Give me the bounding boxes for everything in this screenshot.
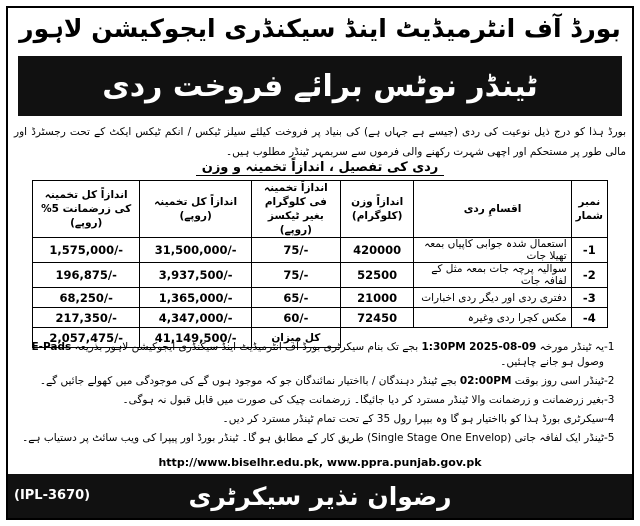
condition-text <box>20 431 604 446</box>
condition-text-part: ٹینڈر اسی روز بوقت <box>514 375 604 387</box>
total-estimate: 41,149,500/- <box>140 328 251 348</box>
row-estimate: 3,937,500/- <box>140 263 251 288</box>
condition-text: سیکرٹری بورڈ ہذا کو بااختیار ہو گا وہ بیپرا رول 35 کے تحت تمام ٹینڈر مسترد کر دیں۔ <box>222 413 604 425</box>
header-quantity: اندازاً وزن (کلوگرام) <box>340 181 414 238</box>
condition-text-part: ٹینڈر ایک لفافہ جاتی <box>514 432 604 444</box>
condition-number: -1 <box>604 341 615 353</box>
condition-text-part: بجے ٹینڈر دہندگان / بااختیار نمائندگان جو کہ موجود ہوں گے کی موجودگی میں کھولے جائیں گے۔ <box>39 375 457 387</box>
row-serial: -3 <box>571 288 607 308</box>
ipl-number: (IPL-3670) <box>14 488 91 503</box>
row-serial: -1 <box>571 238 607 263</box>
website-links[interactable]: http://www.biselhr.edu.pk, www.ppra.punjab.gov.pk <box>158 456 482 469</box>
row-quantity: 420000 <box>340 238 414 263</box>
row-earnest: 68,250/- <box>33 288 140 308</box>
table-header-row <box>33 181 608 238</box>
scrap-details-table <box>32 180 608 348</box>
row-estimate: 4,347,000/- <box>140 308 251 328</box>
condition-text <box>20 340 604 370</box>
row-item: مکس کچرا ردی وغیرہ <box>414 308 571 328</box>
submission-date: 09-08-2025 <box>469 341 537 353</box>
condition-item <box>20 374 624 389</box>
notice-title: ٹینڈر نوٹس برائے فروخت ردی <box>102 68 538 104</box>
header-rate: اندازاً تخمینہ فی کلوگرام بغیر ٹیکسز (روپے) <box>251 181 340 238</box>
header-estimate: اندازاً کل تخمینہ (روپے) <box>140 181 251 238</box>
header-earnest: اندازاً کل تخمینہ کی زرضمانت 5% (روپے) <box>33 181 140 238</box>
row-quantity: 21000 <box>340 288 414 308</box>
row-item: استعمال شدہ جوابی کاپیاں بمعہ تھیلا جات <box>414 238 571 263</box>
condition-item <box>20 393 624 408</box>
row-estimate: 1,365,000/- <box>140 288 251 308</box>
table-heading-text: ردی کی تفصیل ، اندازاً تخمینہ و وزن <box>196 160 445 176</box>
table-heading <box>0 160 640 175</box>
condition-number: -3 <box>604 394 615 406</box>
row-rate: 75/- <box>251 238 340 263</box>
condition-number: -2 <box>604 375 615 387</box>
tender-conditions <box>20 340 624 450</box>
row-rate: 75/- <box>251 263 340 288</box>
condition-number: -5 <box>604 432 615 444</box>
table-row <box>33 263 608 288</box>
condition-text <box>20 374 604 389</box>
row-serial: -4 <box>571 308 607 328</box>
condition-text: بغیر زرضمانت و زرضمانت والا ٹینڈر مسترد کر دیا جائیگا۔ زرضمانت چیک کی صورت میں قابل قبول نہ ہوگی۔ <box>122 394 604 406</box>
condition-text-part: طریق کار کے مطابق ہو گا۔ ٹینڈر بورڈ اور پیپرا کی ویب سائٹ پر دستیاب ہے۔ <box>22 432 364 444</box>
table-row <box>33 238 608 263</box>
submission-time: 1:30PM <box>421 341 466 353</box>
condition-number: -4 <box>604 413 615 425</box>
table-row <box>33 288 608 308</box>
condition-item <box>20 412 624 427</box>
row-estimate: 31,500,000/- <box>140 238 251 263</box>
row-serial: -2 <box>571 263 607 288</box>
total-label: کل میزان <box>251 328 340 348</box>
condition-text-part: یہ ٹینڈر مورخہ <box>539 341 604 353</box>
board-name-heading: بورڈ آف انٹرمیڈیٹ اینڈ سیکنڈری ایجوکیشن لاہور <box>19 14 621 43</box>
row-rate: 60/- <box>251 308 340 328</box>
signatory-name: رضوان نذیر سیکرٹری <box>188 481 452 511</box>
condition-text-part: بجے تک بنام سیکرٹری بورڈ آف انٹرمیڈیٹ اینڈ سیکنڈری ایجوکیشن لاہور بذریعہ <box>74 341 419 353</box>
tender-method: (Single Stage One Envelop) <box>367 432 512 444</box>
row-quantity: 72450 <box>340 308 414 328</box>
intro-paragraph: بورڈ ہذا کو درج ذیل نوعیت کی ردی (جیسے ہے جہاں ہے) کی بنیاد پر فروخت کیلئے سیلز ٹیکس / انکم ٹیکس ایکٹ کے تحت رجسٹرڈ اور مالی طور پر مستحکم اور اچھی شہرت رکھنے والی فرموں سے سربمہر ٹینڈر مطلوب ہیں۔ <box>14 126 626 158</box>
row-rate: 65/- <box>251 288 340 308</box>
condition-item <box>20 340 624 370</box>
row-item: دفتری ردی اور دیگر ردی اخبارات <box>414 288 571 308</box>
row-item: سوالیہ پرچہ جات بمعہ مثل کے لفافہ جات <box>414 263 571 288</box>
epads-label: E-Pads <box>31 341 72 353</box>
total-earnest: 2,057,475/- <box>33 328 140 348</box>
notice-title-banner <box>18 56 622 116</box>
opening-time: 02:00PM <box>459 375 512 387</box>
table-row <box>33 308 608 328</box>
header-serial: نمبر شمار <box>571 181 607 238</box>
row-earnest: 217,350/- <box>33 308 140 328</box>
condition-text-part: وصول ہو جانے چاہئیں۔ <box>500 356 604 368</box>
condition-item <box>20 431 624 446</box>
header-item: اقسامِ ردی <box>414 181 571 238</box>
row-earnest: 196,875/- <box>33 263 140 288</box>
row-quantity: 52500 <box>340 263 414 288</box>
row-earnest: 1,575,000/- <box>33 238 140 263</box>
